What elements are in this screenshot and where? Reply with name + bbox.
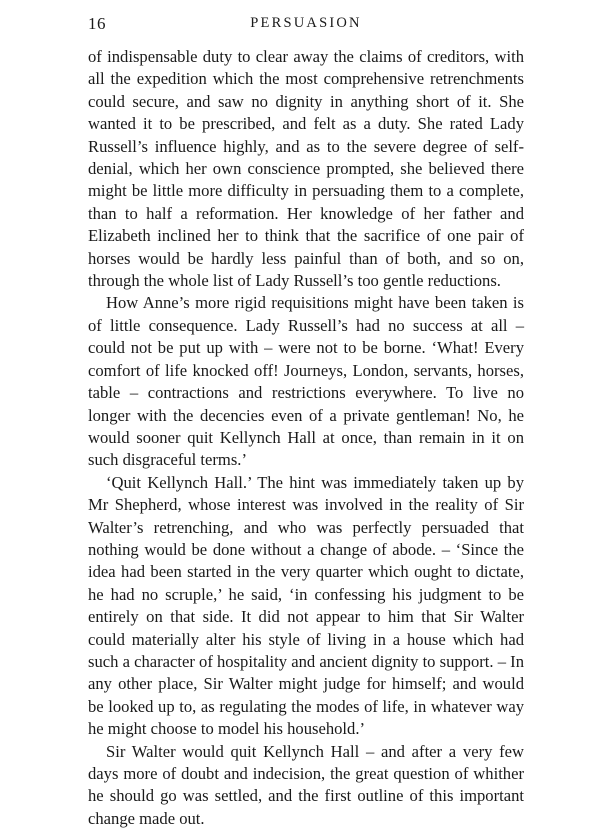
running-title: PERSUASION xyxy=(250,15,362,31)
running-head xyxy=(88,14,524,38)
body-text xyxy=(88,46,524,830)
paragraph-continued: of indispensable duty to clear away the claims of creditors, with all the expedition which the most comprehensive retrenchments could secure, and saw no dignity in anything short of it. She wanted it to be prescribed, and felt as a duty. She rated Lady Russell’s influence highly, and as to the severe degree of self-denial, which her own conscience prompted, she believed there might be little more difficulty in persuading them to a complete, than to half a reformation. Her knowledge of her father and Elizabeth inclined her to think that the sacrifice of one pair of horses would be hardly less painful than of both, and so on, through the whole list of Lady Russell’s too gentle reductions. xyxy=(88,47,524,291)
paragraph: ‘Quit Kellynch Hall.’ The hint was immediately taken up by Mr Shepherd, whose interest was involved in the reality of Sir Walter’s retrenching, and who was perfectly persuaded that nothing would be done without a change of abode. – ‘Since the idea had been started in the very quarter which ought to dictate, he had no scruple,’ he said, ‘in confessing his judgment to be entirely on that side. It did not appear to him that Sir Walter could materially alter his style of living in a house which had such a character of hospitality and ancient dignity to support. – In any other place, Sir Walter might judge for himself; and would be looked up to, as regulating the modes of life, in whatever way he might choose to model his household.’ xyxy=(88,472,524,739)
paragraph: Sir Walter would quit Kellynch Hall – and after a very few days more of doubt and indecision, the great question of whither he should go was settled, and the first outline of this important change made out. xyxy=(88,741,524,828)
page-number: 16 xyxy=(88,14,106,33)
paragraph: How Anne’s more rigid requisitions might have been taken is of little consequence. Lady Russell’s had no success at all – could not be put up with – were not to be borne. ‘What! Every comfort of life knocked off! Journeys, London, servants, horses, table – contractions and restrictions everywhere. To live no longer with the decencies even of a private gentleman! No, he would sooner quit Kellynch Hall at once, than remain in it on such disgraceful terms.’ xyxy=(88,293,524,470)
